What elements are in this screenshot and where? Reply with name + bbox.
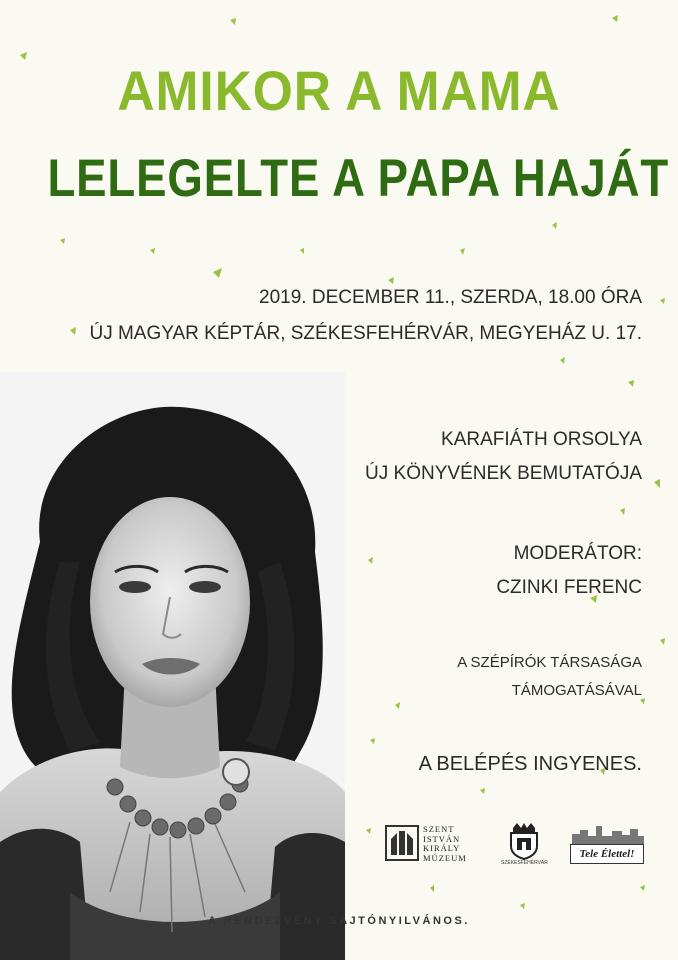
event-date: 2019. DECEMBER 11., SZERDA, 18.00 ÓRA bbox=[259, 287, 642, 308]
city-crest-logo bbox=[501, 820, 548, 870]
moderator-label: MODERÁTOR: bbox=[513, 543, 642, 564]
moderator-info bbox=[496, 537, 642, 605]
museum-logo bbox=[385, 825, 495, 867]
museum-name-line: MÚZEUM bbox=[423, 852, 467, 863]
event-venue: ÚJ MAGYAR KÉPTÁR, SZÉKESFEHÉRVÁR, MEGYEHÁZ U. 17. bbox=[89, 323, 642, 344]
tele-elettel-label: Tele Élettel! bbox=[570, 844, 644, 864]
book-launch-info bbox=[365, 423, 642, 491]
crest-icon bbox=[505, 820, 543, 860]
author-name: KARAFIÁTH ORSOLYA bbox=[441, 429, 642, 450]
press-notice: A RENDEZVÉNY SAJTÓNYILVÁNOS. bbox=[208, 915, 470, 927]
museum-name-line: SZENT bbox=[423, 824, 455, 834]
support-info bbox=[457, 649, 642, 705]
support-line-1: A SZÉPÍRÓK TÁRSASÁGA bbox=[457, 654, 642, 671]
support-line-2: TÁMOGATÁSÁVAL bbox=[511, 682, 642, 699]
tele-elettel-logo bbox=[570, 822, 646, 868]
museum-emblem-icon bbox=[385, 825, 419, 861]
museum-name-line: ISTVÁN bbox=[423, 833, 461, 844]
museum-name-line: KIRÁLY bbox=[423, 843, 461, 853]
city-caption: SZÉKESFEHÉRVÁR bbox=[501, 860, 548, 866]
moderator-name: CZINKI FERENC bbox=[496, 577, 642, 598]
city-skyline-icon bbox=[570, 822, 646, 846]
title-line-1: AMIKOR A MAMA bbox=[117, 59, 561, 122]
title-line-2: LELEGELTE A PAPA HAJÁT bbox=[47, 149, 670, 208]
free-entry-text: A BELÉPÉS INGYENES. bbox=[418, 753, 642, 775]
author-portrait-photo bbox=[0, 372, 345, 960]
book-launch-text: ÚJ KÖNYVÉNEK BEMUTATÓJA bbox=[365, 463, 642, 484]
museum-name bbox=[423, 825, 467, 863]
